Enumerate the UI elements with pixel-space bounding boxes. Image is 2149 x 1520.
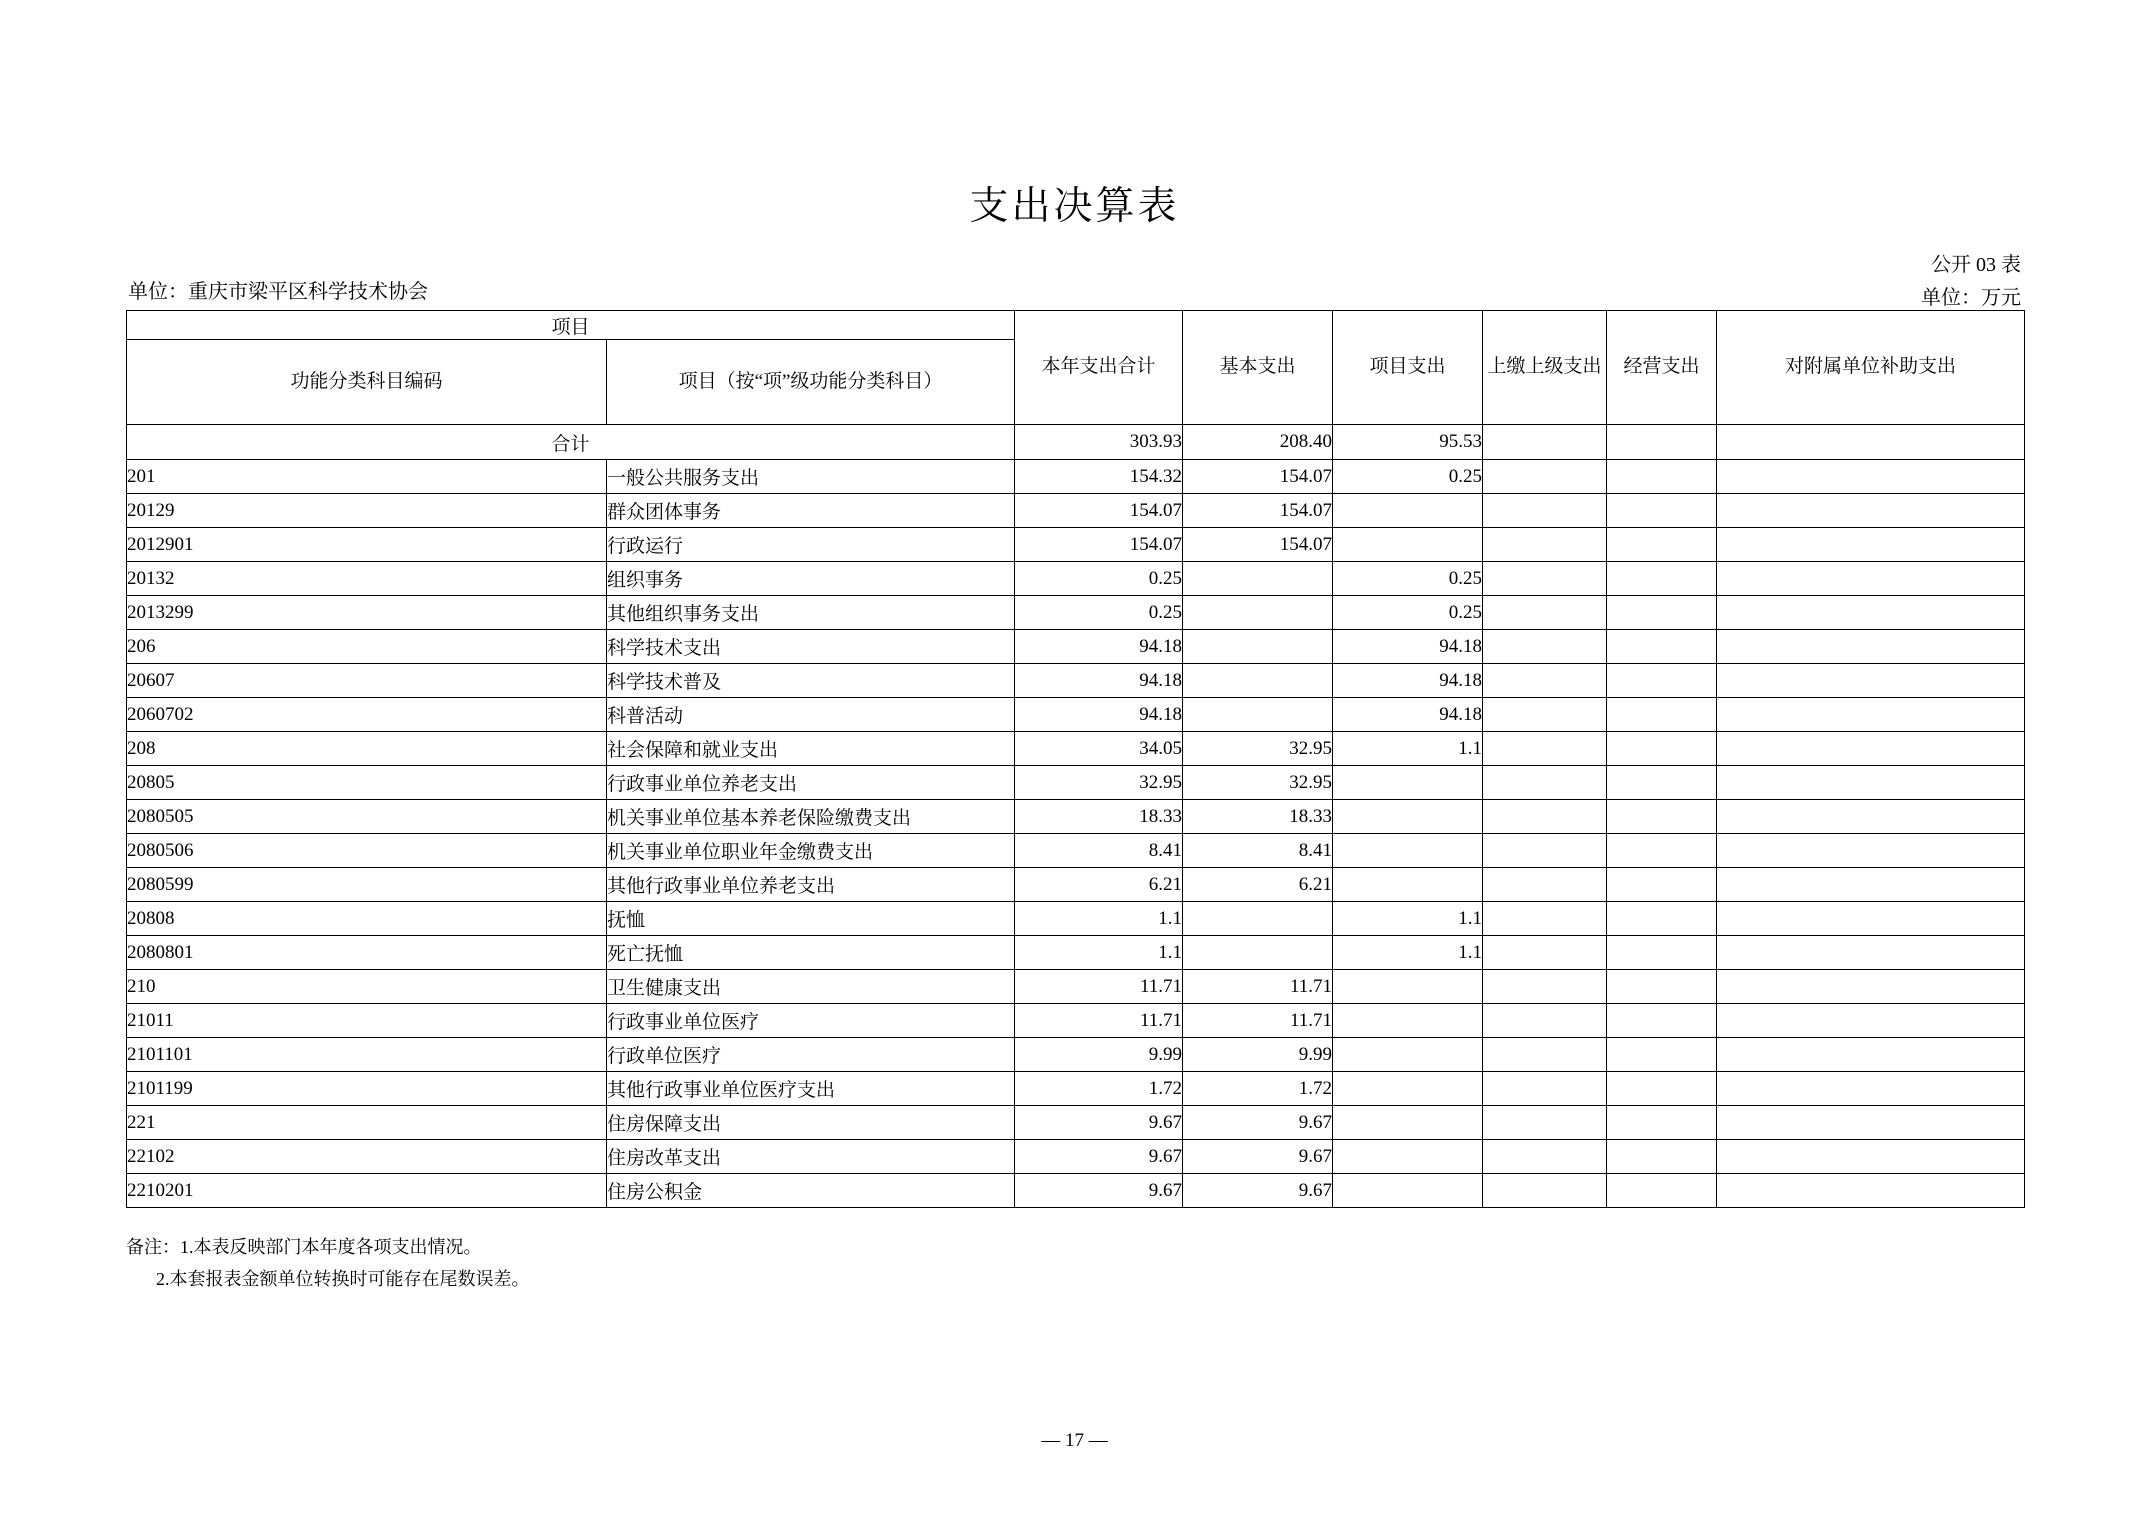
cell-project (1333, 528, 1483, 562)
cell-project: 1.1 (1333, 936, 1483, 970)
cell-operating (1607, 630, 1717, 664)
cell-item-name: 科普活动 (607, 698, 1015, 732)
cell-basic: 9.67 (1183, 1140, 1333, 1174)
cell-code: 221 (127, 1106, 607, 1140)
cell-subsidy (1717, 936, 2025, 970)
cell-basic: 32.95 (1183, 766, 1333, 800)
cell-subsidy (1717, 868, 2025, 902)
table-notes (126, 1232, 530, 1295)
note-line-1: 备注：1.本表反映部门本年度各项支出情况。 (126, 1237, 482, 1257)
cell-basic: 9.67 (1183, 1106, 1333, 1140)
cell-upper (1483, 902, 1607, 936)
cell-item-name: 死亡抚恤 (607, 936, 1015, 970)
cell-project: 94.18 (1333, 698, 1483, 732)
header-basic: 基本支出 (1183, 311, 1333, 425)
cell-upper (1483, 1140, 1607, 1174)
cell-upper (1483, 596, 1607, 630)
cell-operating (1607, 528, 1717, 562)
table-row-total (127, 425, 2025, 460)
cell-item-name: 社会保障和就业支出 (607, 732, 1015, 766)
cell-subsidy (1717, 528, 2025, 562)
cell-project: 0.25 (1333, 596, 1483, 630)
cell-basic: 8.41 (1183, 834, 1333, 868)
cell-subsidy (1717, 630, 2025, 664)
header-code: 功能分类科目编码 (127, 340, 607, 425)
total-project: 95.53 (1333, 425, 1483, 460)
cell-project (1333, 1038, 1483, 1072)
cell-upper (1483, 1004, 1607, 1038)
cell-subsidy (1717, 834, 2025, 868)
cell-project (1333, 868, 1483, 902)
header-upper: 上缴上级支出 (1483, 311, 1607, 425)
cell-operating (1607, 1038, 1717, 1072)
form-number: 公开 03 表 (1931, 254, 2021, 276)
cell-subsidy (1717, 902, 2025, 936)
cell-basic: 9.99 (1183, 1038, 1333, 1072)
table-row (127, 834, 2025, 868)
cell-project (1333, 1174, 1483, 1208)
cell-subsidy (1717, 800, 2025, 834)
cell-subsidy (1717, 1174, 2025, 1208)
cell-upper (1483, 936, 1607, 970)
cell-item-name: 行政事业单位医疗 (607, 1004, 1015, 1038)
page-number: — 17 — (1041, 1430, 1108, 1451)
cell-project (1333, 800, 1483, 834)
cell-operating (1607, 1140, 1717, 1174)
cell-total: 8.41 (1015, 834, 1183, 868)
cell-total: 154.32 (1015, 460, 1183, 494)
cell-basic (1183, 902, 1333, 936)
cell-project: 1.1 (1333, 902, 1483, 936)
total-upper (1483, 425, 1607, 460)
cell-subsidy (1717, 732, 2025, 766)
cell-operating (1607, 460, 1717, 494)
table-row (127, 494, 2025, 528)
cell-code: 22102 (127, 1140, 607, 1174)
cell-total: 94.18 (1015, 698, 1183, 732)
cell-upper (1483, 834, 1607, 868)
cell-item-name: 科学技术支出 (607, 630, 1015, 664)
cell-item-name: 其他组织事务支出 (607, 596, 1015, 630)
cell-item-name: 一般公共服务支出 (607, 460, 1015, 494)
cell-total: 32.95 (1015, 766, 1183, 800)
cell-upper (1483, 800, 1607, 834)
cell-subsidy (1717, 766, 2025, 800)
table-row (127, 800, 2025, 834)
note-line-2: 2.本套报表金额单位转换时可能存在尾数误差。 (156, 1268, 530, 1289)
cell-upper (1483, 1072, 1607, 1106)
cell-basic (1183, 936, 1333, 970)
cell-total: 154.07 (1015, 494, 1183, 528)
header-item: 项目（按“项”级功能分类科目） (607, 340, 1015, 425)
cell-project: 0.25 (1333, 562, 1483, 596)
cell-project (1333, 766, 1483, 800)
cell-upper (1483, 766, 1607, 800)
cell-operating (1607, 664, 1717, 698)
cell-basic: 32.95 (1183, 732, 1333, 766)
page-title: 支出决算表 (969, 184, 1180, 229)
cell-total: 9.67 (1015, 1174, 1183, 1208)
table-row (127, 460, 2025, 494)
table-row (127, 868, 2025, 902)
cell-operating (1607, 698, 1717, 732)
cell-item-name: 机关事业单位基本养老保险缴费支出 (607, 800, 1015, 834)
cell-operating (1607, 1072, 1717, 1106)
table-row (127, 1004, 2025, 1038)
table-row (127, 936, 2025, 970)
cell-item-name: 行政运行 (607, 528, 1015, 562)
table-row (127, 698, 2025, 732)
cell-operating (1607, 494, 1717, 528)
cell-item-name: 行政单位医疗 (607, 1038, 1015, 1072)
header-subsidy: 对附属单位补助支出 (1717, 311, 2025, 425)
cell-total: 0.25 (1015, 596, 1183, 630)
cell-project (1333, 1072, 1483, 1106)
cell-total: 1.1 (1015, 902, 1183, 936)
cell-basic: 11.71 (1183, 1004, 1333, 1038)
table-row (127, 1072, 2025, 1106)
cell-item-name: 住房保障支出 (607, 1106, 1015, 1140)
cell-item-name: 抚恤 (607, 902, 1015, 936)
cell-subsidy (1717, 1004, 2025, 1038)
cell-upper (1483, 1174, 1607, 1208)
cell-subsidy (1717, 1038, 2025, 1072)
cell-upper (1483, 970, 1607, 1004)
header-project: 项目支出 (1333, 311, 1483, 425)
cell-subsidy (1717, 596, 2025, 630)
table-row (127, 1106, 2025, 1140)
cell-basic: 18.33 (1183, 800, 1333, 834)
table-row (127, 1174, 2025, 1208)
cell-code: 2210201 (127, 1174, 607, 1208)
cell-project (1333, 834, 1483, 868)
cell-item-name: 组织事务 (607, 562, 1015, 596)
cell-subsidy (1717, 494, 2025, 528)
cell-code: 2012901 (127, 528, 607, 562)
cell-subsidy (1717, 1072, 2025, 1106)
table-row (127, 970, 2025, 1004)
cell-basic (1183, 698, 1333, 732)
cell-code: 20808 (127, 902, 607, 936)
cell-project: 1.1 (1333, 732, 1483, 766)
cell-basic: 11.71 (1183, 970, 1333, 1004)
cell-operating (1607, 1004, 1717, 1038)
table-row (127, 528, 2025, 562)
table-row (127, 1038, 2025, 1072)
cell-operating (1607, 562, 1717, 596)
cell-basic: 154.07 (1183, 460, 1333, 494)
cell-code: 208 (127, 732, 607, 766)
cell-code: 201 (127, 460, 607, 494)
cell-total: 6.21 (1015, 868, 1183, 902)
cell-subsidy (1717, 970, 2025, 1004)
table-body (127, 460, 2025, 1208)
cell-total: 34.05 (1015, 732, 1183, 766)
cell-operating (1607, 766, 1717, 800)
table-row (127, 766, 2025, 800)
total-label: 合计 (127, 425, 1015, 460)
cell-code: 210 (127, 970, 607, 1004)
cell-subsidy (1717, 460, 2025, 494)
cell-upper (1483, 494, 1607, 528)
cell-project (1333, 1106, 1483, 1140)
cell-upper (1483, 1038, 1607, 1072)
cell-item-name: 机关事业单位职业年金缴费支出 (607, 834, 1015, 868)
table-row (127, 1140, 2025, 1174)
header-group-project: 项目 (127, 311, 1015, 340)
cell-total: 94.18 (1015, 664, 1183, 698)
cell-item-name: 住房公积金 (607, 1174, 1015, 1208)
cell-item-name: 卫生健康支出 (607, 970, 1015, 1004)
header-total: 本年支出合计 (1015, 311, 1183, 425)
cell-code: 20129 (127, 494, 607, 528)
cell-item-name: 其他行政事业单位养老支出 (607, 868, 1015, 902)
cell-subsidy (1717, 664, 2025, 698)
cell-operating (1607, 834, 1717, 868)
cell-subsidy (1717, 698, 2025, 732)
cell-item-name: 群众团体事务 (607, 494, 1015, 528)
cell-basic (1183, 630, 1333, 664)
cell-code: 206 (127, 630, 607, 664)
cell-upper (1483, 528, 1607, 562)
cell-project: 94.18 (1333, 664, 1483, 698)
table-row (127, 596, 2025, 630)
cell-code: 2080505 (127, 800, 607, 834)
cell-total: 1.72 (1015, 1072, 1183, 1106)
cell-code: 20805 (127, 766, 607, 800)
cell-code: 2080801 (127, 936, 607, 970)
cell-basic: 154.07 (1183, 494, 1333, 528)
cell-operating (1607, 1106, 1717, 1140)
cell-item-name: 行政事业单位养老支出 (607, 766, 1015, 800)
cell-basic: 6.21 (1183, 868, 1333, 902)
cell-total: 11.71 (1015, 970, 1183, 1004)
cell-subsidy (1717, 562, 2025, 596)
cell-project: 94.18 (1333, 630, 1483, 664)
cell-basic: 9.67 (1183, 1174, 1333, 1208)
cell-upper (1483, 562, 1607, 596)
cell-upper (1483, 732, 1607, 766)
cell-code: 2080506 (127, 834, 607, 868)
cell-operating (1607, 800, 1717, 834)
cell-code: 20132 (127, 562, 607, 596)
total-total: 303.93 (1015, 425, 1183, 460)
cell-basic: 154.07 (1183, 528, 1333, 562)
cell-upper (1483, 460, 1607, 494)
expenditure-table (126, 310, 2025, 1208)
cell-item-name: 科学技术普及 (607, 664, 1015, 698)
cell-subsidy (1717, 1106, 2025, 1140)
amount-unit-label: 单位：万元 (1921, 287, 2021, 309)
unit-name-label: 单位：重庆市梁平区科学技术协会 (128, 281, 428, 303)
cell-basic: 1.72 (1183, 1072, 1333, 1106)
cell-total: 154.07 (1015, 528, 1183, 562)
cell-upper (1483, 1106, 1607, 1140)
cell-total: 9.67 (1015, 1140, 1183, 1174)
cell-project: 0.25 (1333, 460, 1483, 494)
cell-project (1333, 494, 1483, 528)
cell-item-name: 住房改革支出 (607, 1140, 1015, 1174)
table-row (127, 630, 2025, 664)
cell-total: 94.18 (1015, 630, 1183, 664)
total-subsidy (1717, 425, 2025, 460)
cell-upper (1483, 630, 1607, 664)
cell-code: 2101101 (127, 1038, 607, 1072)
cell-code: 2101199 (127, 1072, 607, 1106)
cell-total: 9.67 (1015, 1106, 1183, 1140)
cell-operating (1607, 868, 1717, 902)
cell-operating (1607, 902, 1717, 936)
cell-subsidy (1717, 1140, 2025, 1174)
total-basic: 208.40 (1183, 425, 1333, 460)
cell-code: 2013299 (127, 596, 607, 630)
cell-total: 0.25 (1015, 562, 1183, 596)
cell-project (1333, 1004, 1483, 1038)
cell-basic (1183, 562, 1333, 596)
cell-upper (1483, 868, 1607, 902)
cell-total: 1.1 (1015, 936, 1183, 970)
cell-project (1333, 970, 1483, 1004)
cell-operating (1607, 596, 1717, 630)
cell-item-name: 其他行政事业单位医疗支出 (607, 1072, 1015, 1106)
cell-code: 21011 (127, 1004, 607, 1038)
cell-upper (1483, 664, 1607, 698)
table-header-group-row (127, 311, 2025, 340)
cell-basic (1183, 596, 1333, 630)
cell-operating (1607, 936, 1717, 970)
cell-operating (1607, 970, 1717, 1004)
cell-operating (1607, 732, 1717, 766)
header-operating: 经营支出 (1607, 311, 1717, 425)
cell-total: 9.99 (1015, 1038, 1183, 1072)
cell-project (1333, 1140, 1483, 1174)
cell-code: 20607 (127, 664, 607, 698)
cell-upper (1483, 698, 1607, 732)
cell-basic (1183, 664, 1333, 698)
table-row (127, 562, 2025, 596)
cell-code: 2060702 (127, 698, 607, 732)
cell-code: 2080599 (127, 868, 607, 902)
cell-operating (1607, 1174, 1717, 1208)
cell-total: 18.33 (1015, 800, 1183, 834)
cell-total: 11.71 (1015, 1004, 1183, 1038)
total-operating (1607, 425, 1717, 460)
table-row (127, 902, 2025, 936)
table-row (127, 664, 2025, 698)
table-row (127, 732, 2025, 766)
